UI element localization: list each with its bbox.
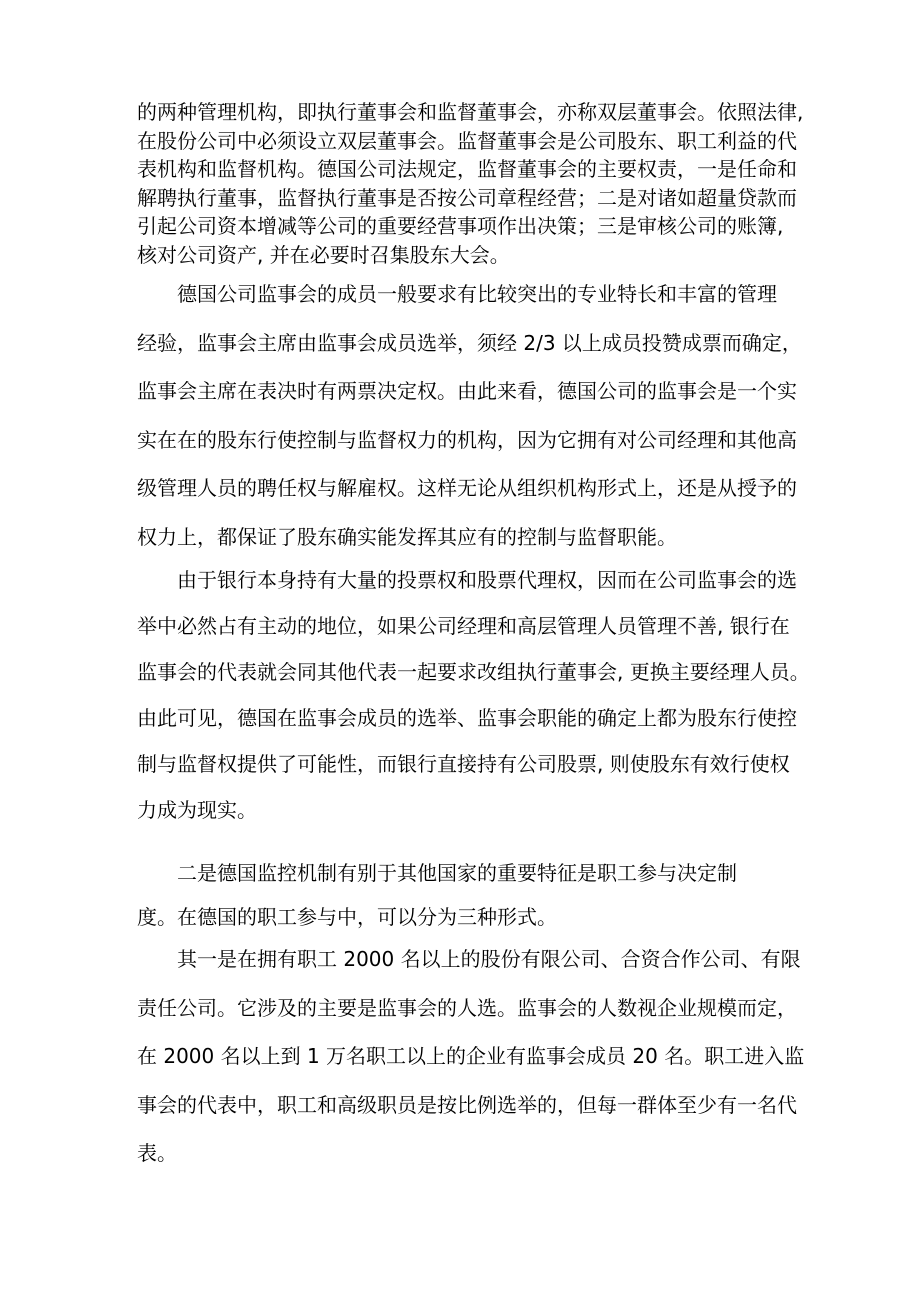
text-line: 表机构和监督机构。德国公司法规定，监督董事会的主要权责，一是任命和 [137, 157, 797, 182]
paragraph-2 [137, 270, 802, 562]
text-line: 表。 [137, 1141, 177, 1165]
text-line: 监事会的代表就会同其他代表一起要求改组执行董事会, 更换主要经理人员。 [137, 660, 810, 684]
paragraph-4 [137, 851, 797, 939]
text-line: 二是德国监控机制有别于其他国家的重要特征是职工参与决定制 [177, 861, 737, 885]
text-line: 度。在德国的职工参与中，可以分为三种形式。 [137, 905, 557, 929]
text-line: 德国公司监事会的成员一般要求有比较突出的专业特长和丰富的管理 [177, 282, 777, 306]
text-line: 经验，监事会主席由监事会成员选举，须经 2/3 以上成员投赞成票而确定， [137, 330, 802, 355]
text-line: 力成为现实。 [137, 798, 257, 822]
paragraph-3 [137, 557, 810, 833]
text-line: 权力上，都保证了股东确实能发挥其应有的控制与监督职能。 [137, 524, 677, 549]
text-line: 制与监督权提供了可能性，而银行直接持有公司股票, 则使股东有效行使权 [137, 752, 790, 776]
text-line: 监事会主席在表决时有两票决定权。由此来看，德国公司的监事会是一个实 [137, 379, 797, 404]
text-line: 在 2000 名以上到 1 万名职工以上的企业有监事会成员 20 名。职工进入监 [137, 1044, 805, 1068]
text-line: 的两种管理机构，即执行董事会和监督董事会，亦称双层董事会。依照法律, [137, 100, 804, 124]
text-line: 举中必然占有主动的地位，如果公司经理和高层管理人员管理不善, 银行在 [137, 614, 790, 638]
text-line: 核对公司资产, 并在必要时召集股东大会。 [137, 242, 510, 267]
text-line: 事会的代表中，职工和高级职员是按比例选举的，但每一群体至少有一名代 [137, 1092, 797, 1117]
text-line: 由于银行本身持有大量的投票权和股票代理权，因而在公司监事会的选 [177, 568, 797, 592]
paragraph-5 [137, 935, 805, 1178]
text-line: 其一是在拥有职工 2000 名以上的股份有限公司、合资合作公司、有限 [177, 947, 801, 971]
text-line: 解聘执行董事，监督执行董事是否按公司章程经营；二是对诸如超量贷款而 [137, 185, 797, 210]
text-line: 责任公司。它涉及的主要是监事会的人选。监事会的人数视企业规模而定， [137, 995, 797, 1020]
text-line: 实在在的股东行使控制与监督权力的机构，因为它拥有对公司经理和其他高 [137, 427, 797, 452]
text-line: 在股份公司中必须设立双层董事会。监督董事会是公司股东、职工利益的代 [137, 128, 797, 153]
text-line: 由此可见，德国在监事会成员的选举、监事会职能的确定上都为股东行使控 [137, 706, 797, 730]
paragraph-1 [137, 98, 804, 270]
text-line: 级管理人员的聘任权与解雇权。这样无论从组织机构形式上，还是从授予的 [137, 476, 797, 501]
text-line: 引起公司资本增减等公司的重要经营事项作出决策；三是审核公司的账簿, [137, 214, 784, 239]
